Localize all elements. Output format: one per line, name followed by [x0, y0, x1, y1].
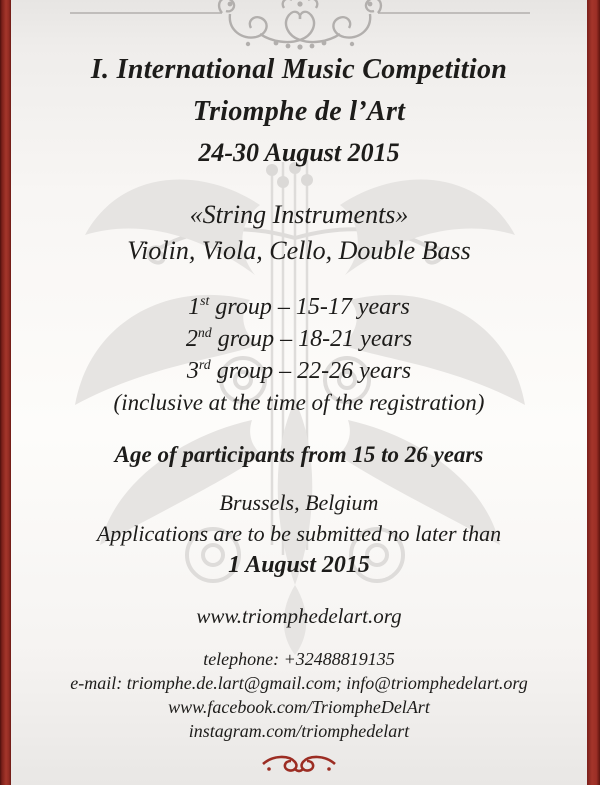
poster-body	[11, 0, 587, 785]
email: e-mail: triomphe.de.lart@gmail.com; info@triomphedelart.org	[70, 673, 528, 693]
instruments-list: Violin, Viola, Cello, Double Bass	[127, 236, 471, 265]
telephone: telephone: +32488819135	[203, 649, 395, 669]
group-1	[11, 294, 587, 321]
title-line-1: I. International Music Competition	[90, 54, 508, 85]
group-3	[11, 358, 587, 385]
group-2-suffix: nd	[197, 326, 212, 341]
instagram-url: instagram.com/triomphedelart	[188, 721, 410, 741]
deadline-date: 1 August 2015	[228, 552, 370, 578]
group-2-text: group – 18-21 years	[211, 326, 413, 352]
website-url: www.triomphedelart.org	[196, 604, 402, 628]
right-red-border	[587, 0, 600, 785]
group-1-ordinal: 1	[188, 294, 201, 320]
title-line-2: Triomphe de l’Art	[192, 96, 406, 127]
group-1-suffix: st	[200, 294, 210, 309]
group-2	[11, 326, 587, 353]
location: Brussels, Belgium	[219, 490, 379, 515]
group-3-ordinal: 3	[186, 358, 199, 384]
group-3-suffix: rd	[198, 358, 211, 373]
deadline-text: Applications are to be submitted no later than	[96, 521, 502, 546]
facebook-url: www.facebook.com/TriompheDelArt	[168, 697, 430, 717]
group-1-text: group – 15-17 years	[209, 294, 410, 320]
group-3-text: group – 22-26 years	[210, 358, 412, 384]
age-requirement: Age of participants from 15 to 26 years	[114, 442, 484, 467]
left-red-border	[0, 0, 11, 785]
groups-note: (inclusive at the time of the registration)	[113, 390, 485, 415]
event-dates: 24-30 August 2015	[198, 138, 400, 167]
group-2-ordinal: 2	[185, 326, 198, 352]
category-heading: «String Instruments»	[189, 200, 409, 229]
